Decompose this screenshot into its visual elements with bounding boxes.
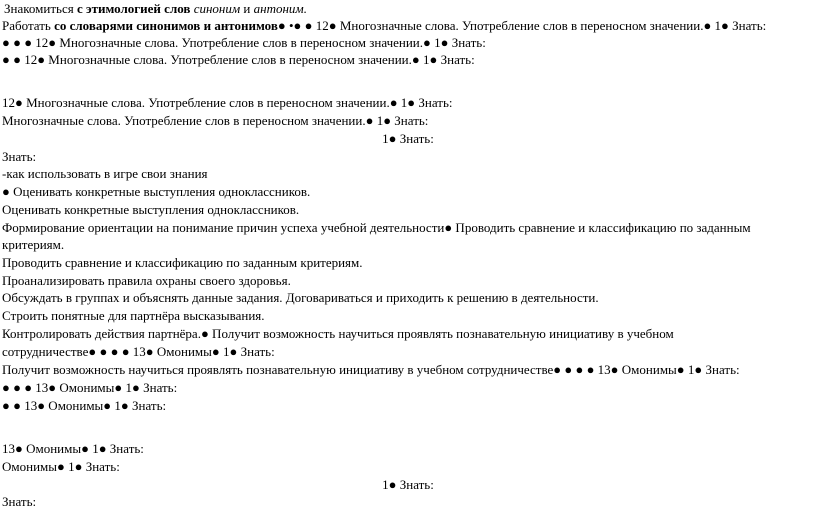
line-text: Знать: [2,494,37,509]
line-text: ● ● ● 13● Омонимы● 1● Знать: [2,380,178,395]
line-text: сотрудничестве● ● ● ● 13● Омонимы● 1● Знать: [2,344,275,359]
line-text: ● ● 12● Многозначные слова. Употребление слов в переносном значении.● 1● Знать: [2,52,475,67]
line-text: критериям. [2,237,65,252]
line-text: Проанализировать правила охраны своего здоровья. [2,273,291,288]
line-text: Омонимы● 1● Знать: [2,459,120,474]
line-text: 13● Омонимы● 1● Знать: [2,441,144,456]
line-centered: 1● Знать: [382,477,434,492]
line-text: Строить понятные для партнёра высказывания. [2,308,265,323]
line-text: ● ● 13● Омонимы● 1● Знать: [2,398,167,413]
line-text: ● Оценивать конкретные выступления одноклассников. [2,184,311,199]
line-text: Обсуждать в группах и объяснять данные задания. Договариваться и приходить к решению в деятельности. [2,290,599,305]
line-text: Получит возможность научиться проявлять познавательную инициативу в учебном сотрудничестве● ● ● ● 13● Омонимы● 1● Знать: [2,362,740,377]
line-text: Проводить сравнение и классификацию по заданным критериям. [2,255,363,270]
line-text: Многозначные слова. Употребление слов в переносном значении.● 1● Знать: [2,113,429,128]
line-text: Контролировать действия партнёра.● Получит возможность научиться проявлять познавательную инициативу в учебном [2,326,674,341]
line-dictionaries: Работать со словарями синонимов и антонимов● •● ● 12● Многозначные слова. Употребление слов в переносном значении.● 1● Знать: [2,18,767,33]
line-centered: 1● Знать: [382,131,434,146]
line-text: ● ● ● 12● Многозначные слова. Употребление слов в переносном значении.● 1● Знать: [2,35,486,50]
line-text: 12● Многозначные слова. Употребление слов в переносном значении.● 1● Знать: [2,95,453,110]
line-etymology: Знакомиться с этимологией слов синоним и антоним. [4,1,307,16]
line-text: -как использовать в игре свои знания [2,166,208,181]
line-text: Знать: [2,149,37,164]
line-text: Оценивать конкретные выступления одноклассников. [2,202,300,217]
line-text: Формирование ориентации на понимание причин успеха учебной деятельности● Проводить сравнение и классификацию по заданным [2,220,751,235]
